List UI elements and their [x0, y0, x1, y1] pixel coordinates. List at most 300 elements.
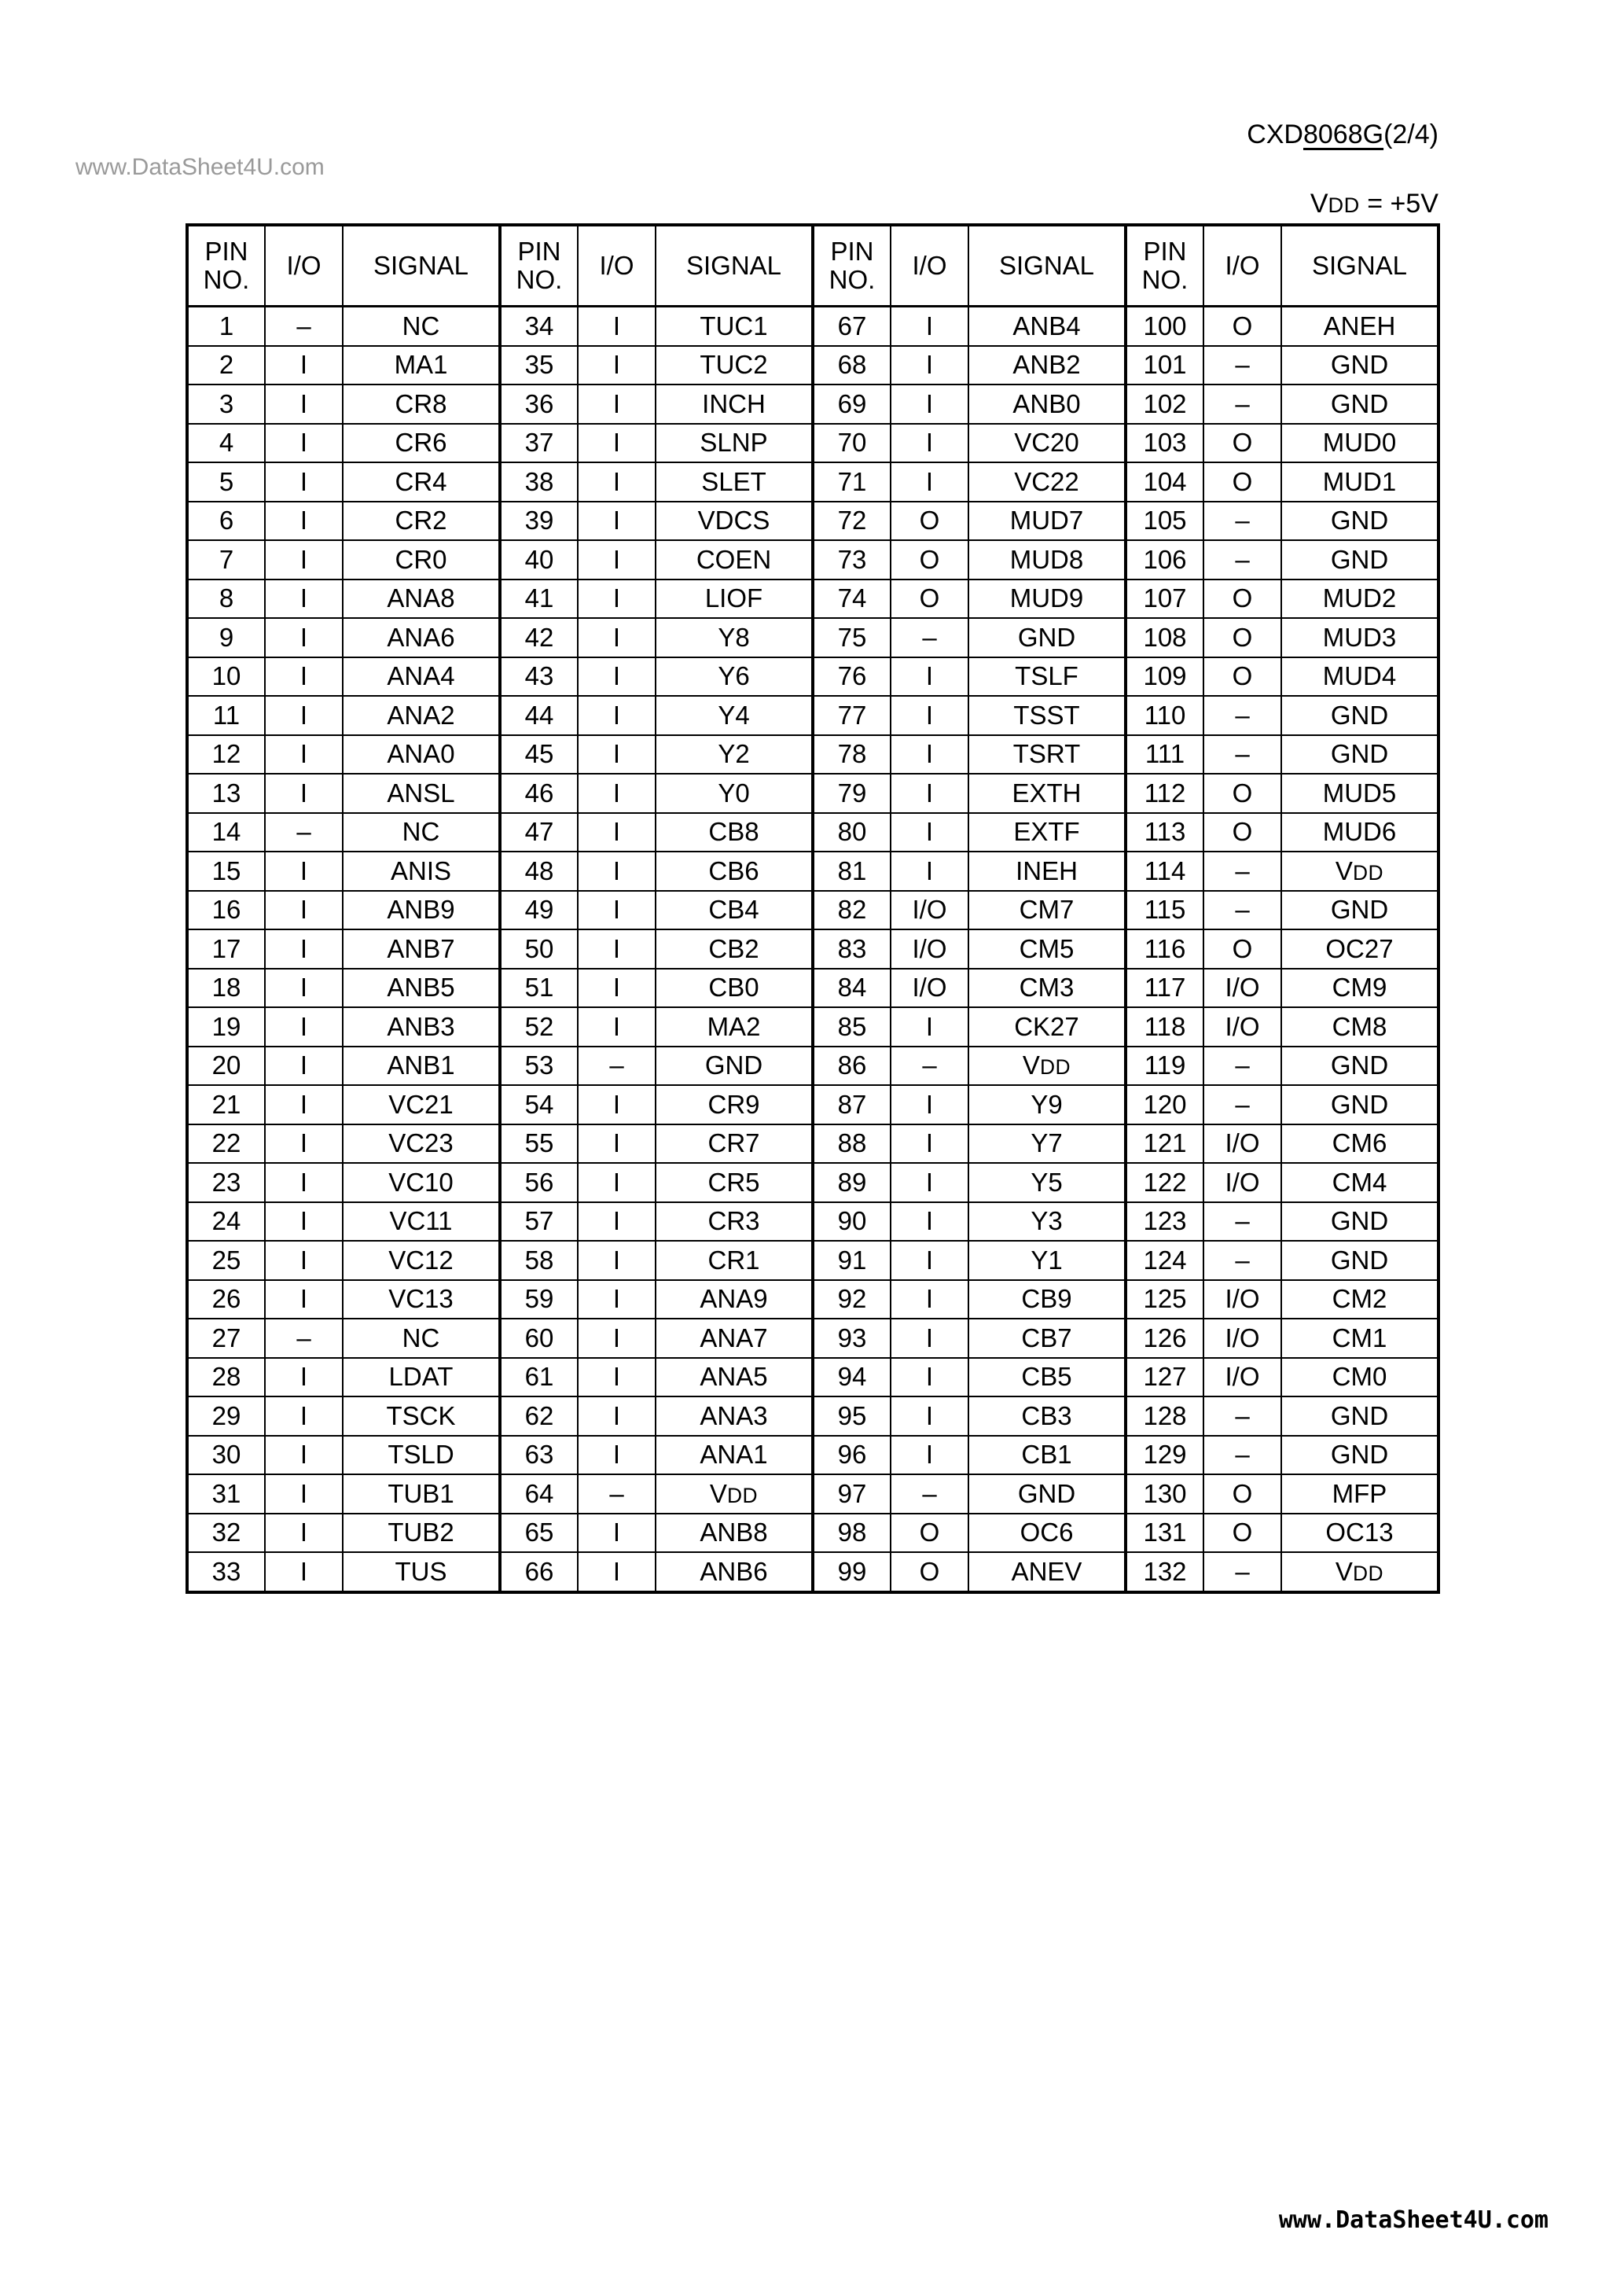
cell-io: – — [1203, 1202, 1281, 1242]
cell-io: I — [891, 1085, 968, 1124]
cell-pin-no: 62 — [500, 1396, 578, 1436]
header-pin-no: PIN NO. — [1126, 225, 1203, 307]
cell-io: I — [265, 540, 343, 580]
cell-signal: CR0 — [343, 540, 500, 580]
cell-signal: ANB4 — [968, 307, 1126, 346]
cell-pin-no: 124 — [1126, 1241, 1203, 1280]
cell-io: I — [891, 1202, 968, 1242]
cell-signal: TSRT — [968, 735, 1126, 775]
table-row — [187, 813, 1438, 852]
cell-signal: ANA8 — [343, 580, 500, 619]
cell-io: I — [891, 424, 968, 463]
cell-io: – — [265, 813, 343, 852]
cell-pin-no: 43 — [500, 657, 578, 697]
cell-pin-no: 7 — [187, 540, 265, 580]
cell-pin-no: 11 — [187, 696, 265, 735]
cell-io: I — [578, 774, 656, 813]
table-row — [187, 1436, 1438, 1475]
cell-signal: GND — [968, 1474, 1126, 1514]
cell-signal: MUD4 — [1281, 657, 1438, 697]
cell-io: I — [578, 1085, 656, 1124]
cell-pin-no: 107 — [1126, 580, 1203, 619]
cell-io: I/O — [1203, 1280, 1281, 1319]
cell-io: I — [265, 1280, 343, 1319]
header-io: I/O — [891, 225, 968, 307]
cell-signal: CR1 — [656, 1241, 813, 1280]
cell-io: I — [578, 1280, 656, 1319]
cell-io: I — [891, 774, 968, 813]
cell-io: I — [578, 1163, 656, 1202]
cell-pin-no: 121 — [1126, 1124, 1203, 1164]
cell-signal: ANA2 — [343, 696, 500, 735]
cell-io: I — [578, 852, 656, 891]
cell-signal: TSST — [968, 696, 1126, 735]
cell-signal: GND — [1281, 1436, 1438, 1475]
cell-io: I — [578, 1124, 656, 1164]
cell-io: I — [265, 1007, 343, 1047]
cell-signal: MUD6 — [1281, 813, 1438, 852]
cell-pin-no: 32 — [187, 1514, 265, 1553]
cell-io: I — [578, 1552, 656, 1592]
cell-signal: MUD3 — [1281, 618, 1438, 657]
cell-pin-no: 128 — [1126, 1396, 1203, 1436]
cell-pin-no: 117 — [1126, 969, 1203, 1008]
cell-pin-no: 65 — [500, 1514, 578, 1553]
cell-pin-no: 56 — [500, 1163, 578, 1202]
cell-signal: GND — [1281, 1396, 1438, 1436]
cell-signal: Y2 — [656, 735, 813, 775]
table-row — [187, 1007, 1438, 1047]
cell-signal: CM8 — [1281, 1007, 1438, 1047]
table-row — [187, 929, 1438, 969]
table-row — [187, 696, 1438, 735]
cell-pin-no: 27 — [187, 1319, 265, 1358]
cell-io: – — [1203, 735, 1281, 775]
cell-io: I — [578, 657, 656, 697]
table-row — [187, 1280, 1438, 1319]
cell-pin-no: 24 — [187, 1202, 265, 1242]
cell-io: I — [578, 696, 656, 735]
cell-signal: CB2 — [656, 929, 813, 969]
cell-io: – — [1203, 502, 1281, 541]
cell-io: O — [1203, 774, 1281, 813]
cell-io: I/O — [1203, 1358, 1281, 1397]
cell-pin-no: 123 — [1126, 1202, 1203, 1242]
cell-signal: ANB9 — [343, 891, 500, 930]
cell-signal: VDD — [1281, 852, 1438, 891]
cell-pin-no: 12 — [187, 735, 265, 775]
cell-signal: TUB1 — [343, 1474, 500, 1514]
cell-signal: GND — [1281, 696, 1438, 735]
cell-signal: ANEH — [1281, 307, 1438, 346]
cell-signal: CR3 — [656, 1202, 813, 1242]
cell-pin-no: 40 — [500, 540, 578, 580]
cell-io: I — [578, 1436, 656, 1475]
cell-io: – — [578, 1047, 656, 1086]
cell-pin-no: 110 — [1126, 696, 1203, 735]
cell-io: O — [891, 1514, 968, 1553]
cell-pin-no: 61 — [500, 1358, 578, 1397]
cell-signal: OC27 — [1281, 929, 1438, 969]
cell-signal: Y4 — [656, 696, 813, 735]
cell-pin-no: 81 — [813, 852, 891, 891]
watermark-bottom: www.DataSheet4U.com — [1278, 2206, 1549, 2234]
cell-io: O — [891, 1552, 968, 1592]
cell-pin-no: 126 — [1126, 1319, 1203, 1358]
cell-io: I — [578, 1241, 656, 1280]
cell-io: O — [1203, 307, 1281, 346]
cell-pin-no: 79 — [813, 774, 891, 813]
cell-io: I — [578, 462, 656, 502]
cell-pin-no: 30 — [187, 1436, 265, 1475]
table-row — [187, 502, 1438, 541]
cell-pin-no: 45 — [500, 735, 578, 775]
cell-signal: CB7 — [968, 1319, 1126, 1358]
cell-pin-no: 41 — [500, 580, 578, 619]
cell-pin-no: 89 — [813, 1163, 891, 1202]
cell-signal: ANB5 — [343, 969, 500, 1008]
cell-signal: ANB1 — [343, 1047, 500, 1086]
cell-io: I — [578, 1007, 656, 1047]
cell-signal: EXTH — [968, 774, 1126, 813]
supply-voltage-note — [1310, 189, 1438, 219]
cell-signal: NC — [343, 813, 500, 852]
cell-signal: INEH — [968, 852, 1126, 891]
cell-io: – — [1203, 891, 1281, 930]
cell-pin-no: 34 — [500, 307, 578, 346]
cell-io: I — [578, 813, 656, 852]
cell-signal: CB8 — [656, 813, 813, 852]
cell-io: I — [578, 502, 656, 541]
cell-signal: VC13 — [343, 1280, 500, 1319]
table-row — [187, 307, 1438, 346]
cell-io: – — [1203, 540, 1281, 580]
cell-io: I — [891, 462, 968, 502]
cell-signal: ANB6 — [656, 1552, 813, 1592]
cell-pin-no: 29 — [187, 1396, 265, 1436]
cell-pin-no: 69 — [813, 385, 891, 424]
cell-pin-no: 23 — [187, 1163, 265, 1202]
cell-signal: GND — [1281, 346, 1438, 385]
cell-io: I — [265, 774, 343, 813]
cell-signal: TUC1 — [656, 307, 813, 346]
cell-pin-no: 18 — [187, 969, 265, 1008]
cell-io: I — [265, 502, 343, 541]
cell-io: I — [265, 735, 343, 775]
cell-signal: ANA5 — [656, 1358, 813, 1397]
cell-signal: COEN — [656, 540, 813, 580]
table-row — [187, 891, 1438, 930]
cell-pin-no: 19 — [187, 1007, 265, 1047]
cell-io: I — [265, 1552, 343, 1592]
cell-signal: TSCK — [343, 1396, 500, 1436]
cell-signal: INCH — [656, 385, 813, 424]
cell-signal: MUD9 — [968, 580, 1126, 619]
cell-signal: ANA6 — [343, 618, 500, 657]
cell-signal: GND — [656, 1047, 813, 1086]
table-row — [187, 1047, 1438, 1086]
cell-pin-no: 118 — [1126, 1007, 1203, 1047]
cell-io: I — [265, 385, 343, 424]
cell-io: – — [1203, 346, 1281, 385]
cell-signal: Y5 — [968, 1163, 1126, 1202]
cell-pin-no: 55 — [500, 1124, 578, 1164]
cell-pin-no: 94 — [813, 1358, 891, 1397]
cell-pin-no: 20 — [187, 1047, 265, 1086]
cell-pin-no: 5 — [187, 462, 265, 502]
cell-signal: CM0 — [1281, 1358, 1438, 1397]
cell-io: I — [578, 385, 656, 424]
header-io: I/O — [578, 225, 656, 307]
cell-signal: CK27 — [968, 1007, 1126, 1047]
cell-pin-no: 112 — [1126, 774, 1203, 813]
table-row — [187, 1396, 1438, 1436]
cell-pin-no: 47 — [500, 813, 578, 852]
cell-signal: ANB7 — [343, 929, 500, 969]
cell-pin-no: 96 — [813, 1436, 891, 1475]
cell-pin-no: 70 — [813, 424, 891, 463]
cell-pin-no: 92 — [813, 1280, 891, 1319]
cell-signal: VC21 — [343, 1085, 500, 1124]
cell-pin-no: 44 — [500, 696, 578, 735]
cell-signal: CB1 — [968, 1436, 1126, 1475]
cell-io: I — [265, 462, 343, 502]
cell-signal: CM4 — [1281, 1163, 1438, 1202]
cell-signal: CB4 — [656, 891, 813, 930]
cell-io: I/O — [1203, 1007, 1281, 1047]
cell-signal: ANA4 — [343, 657, 500, 697]
cell-signal: SLET — [656, 462, 813, 502]
cell-signal: CB9 — [968, 1280, 1126, 1319]
cell-pin-no: 97 — [813, 1474, 891, 1514]
cell-signal: MUD8 — [968, 540, 1126, 580]
cell-pin-no: 72 — [813, 502, 891, 541]
table-row — [187, 1163, 1438, 1202]
cell-pin-no: 49 — [500, 891, 578, 930]
cell-pin-no: 53 — [500, 1047, 578, 1086]
cell-io: I — [265, 1396, 343, 1436]
cell-pin-no: 66 — [500, 1552, 578, 1592]
cell-io: – — [891, 1047, 968, 1086]
cell-pin-no: 93 — [813, 1319, 891, 1358]
cell-pin-no: 83 — [813, 929, 891, 969]
cell-io: I — [891, 1436, 968, 1475]
cell-pin-no: 103 — [1126, 424, 1203, 463]
cell-io: I/O — [891, 929, 968, 969]
table-row — [187, 1552, 1438, 1592]
vdd-sub: DD — [1328, 193, 1360, 217]
cell-io: I — [265, 891, 343, 930]
cell-signal: CR2 — [343, 502, 500, 541]
cell-signal: ANB0 — [968, 385, 1126, 424]
cell-pin-no: 9 — [187, 618, 265, 657]
cell-pin-no: 95 — [813, 1396, 891, 1436]
header-io: I/O — [265, 225, 343, 307]
cell-signal: VDD — [968, 1047, 1126, 1086]
cell-pin-no: 73 — [813, 540, 891, 580]
cell-io: – — [1203, 852, 1281, 891]
cell-pin-no: 106 — [1126, 540, 1203, 580]
cell-signal: MUD5 — [1281, 774, 1438, 813]
document-id — [1247, 120, 1438, 150]
cell-io: I — [265, 852, 343, 891]
cell-io: – — [1203, 1436, 1281, 1475]
cell-io: – — [891, 618, 968, 657]
cell-io: I — [891, 1396, 968, 1436]
cell-signal: CB5 — [968, 1358, 1126, 1397]
cell-pin-no: 26 — [187, 1280, 265, 1319]
cell-io: I — [578, 1514, 656, 1553]
cell-io: I — [578, 307, 656, 346]
cell-io: – — [265, 1319, 343, 1358]
cell-io: I — [891, 1241, 968, 1280]
header-signal: SIGNAL — [1281, 225, 1438, 307]
cell-pin-no: 88 — [813, 1124, 891, 1164]
cell-pin-no: 46 — [500, 774, 578, 813]
cell-pin-no: 48 — [500, 852, 578, 891]
cell-signal: CM5 — [968, 929, 1126, 969]
cell-io: O — [1203, 424, 1281, 463]
cell-pin-no: 74 — [813, 580, 891, 619]
cell-io: I — [265, 969, 343, 1008]
cell-signal: MUD0 — [1281, 424, 1438, 463]
cell-signal: TSLF — [968, 657, 1126, 697]
cell-io: O — [1203, 929, 1281, 969]
cell-pin-no: 6 — [187, 502, 265, 541]
cell-pin-no: 54 — [500, 1085, 578, 1124]
cell-pin-no: 119 — [1126, 1047, 1203, 1086]
cell-io: I — [891, 852, 968, 891]
cell-io: I — [891, 1163, 968, 1202]
cell-pin-no: 132 — [1126, 1552, 1203, 1592]
cell-io: – — [265, 307, 343, 346]
cell-io: I — [578, 969, 656, 1008]
cell-io: I — [265, 1124, 343, 1164]
cell-signal: ANB8 — [656, 1514, 813, 1553]
cell-io: I/O — [1203, 969, 1281, 1008]
table-row — [187, 462, 1438, 502]
cell-pin-no: 114 — [1126, 852, 1203, 891]
cell-signal: GND — [1281, 502, 1438, 541]
cell-signal: VDD — [1281, 1552, 1438, 1592]
cell-io: O — [1203, 1514, 1281, 1553]
cell-io: I — [265, 1474, 343, 1514]
cell-signal: GND — [968, 618, 1126, 657]
cell-io: – — [1203, 1396, 1281, 1436]
cell-io: I/O — [1203, 1163, 1281, 1202]
cell-io: I — [891, 307, 968, 346]
cell-signal: CR8 — [343, 385, 500, 424]
table-row — [187, 1124, 1438, 1164]
cell-signal: VC11 — [343, 1202, 500, 1242]
header-signal: SIGNAL — [343, 225, 500, 307]
cell-signal: EXTF — [968, 813, 1126, 852]
cell-signal: CM6 — [1281, 1124, 1438, 1164]
cell-signal: ANA9 — [656, 1280, 813, 1319]
cell-io: O — [1203, 657, 1281, 697]
cell-pin-no: 16 — [187, 891, 265, 930]
cell-signal: SLNP — [656, 424, 813, 463]
doc-id-number: 8068G — [1303, 120, 1384, 149]
cell-signal: TUC2 — [656, 346, 813, 385]
cell-io: I — [265, 1047, 343, 1086]
header-signal: SIGNAL — [968, 225, 1126, 307]
cell-io: I — [265, 618, 343, 657]
cell-io: I — [265, 696, 343, 735]
cell-pin-no: 51 — [500, 969, 578, 1008]
cell-pin-no: 50 — [500, 929, 578, 969]
cell-signal: CR7 — [656, 1124, 813, 1164]
cell-pin-no: 10 — [187, 657, 265, 697]
cell-io: I — [891, 735, 968, 775]
cell-pin-no: 1 — [187, 307, 265, 346]
cell-io: I — [891, 657, 968, 697]
cell-pin-no: 125 — [1126, 1280, 1203, 1319]
cell-io: I — [891, 813, 968, 852]
cell-signal: CM7 — [968, 891, 1126, 930]
table-row — [187, 774, 1438, 813]
cell-signal: VC22 — [968, 462, 1126, 502]
cell-signal: VC10 — [343, 1163, 500, 1202]
cell-pin-no: 77 — [813, 696, 891, 735]
cell-pin-no: 2 — [187, 346, 265, 385]
cell-io: I — [578, 424, 656, 463]
cell-io: I — [578, 580, 656, 619]
cell-pin-no: 4 — [187, 424, 265, 463]
cell-signal: MFP — [1281, 1474, 1438, 1514]
cell-io: I — [891, 696, 968, 735]
cell-pin-no: 84 — [813, 969, 891, 1008]
cell-io: I — [578, 618, 656, 657]
table-row — [187, 1241, 1438, 1280]
cell-signal: VC12 — [343, 1241, 500, 1280]
cell-pin-no: 33 — [187, 1552, 265, 1592]
cell-signal: MA2 — [656, 1007, 813, 1047]
cell-io: I — [578, 929, 656, 969]
cell-pin-no: 129 — [1126, 1436, 1203, 1475]
cell-io: – — [578, 1474, 656, 1514]
cell-pin-no: 22 — [187, 1124, 265, 1164]
cell-pin-no: 100 — [1126, 307, 1203, 346]
cell-pin-no: 82 — [813, 891, 891, 930]
cell-signal: Y8 — [656, 618, 813, 657]
cell-io: I — [891, 385, 968, 424]
cell-pin-no: 109 — [1126, 657, 1203, 697]
header-pin-no: PIN NO. — [813, 225, 891, 307]
cell-io: I — [265, 1202, 343, 1242]
cell-signal: ANA7 — [656, 1319, 813, 1358]
cell-signal: MUD2 — [1281, 580, 1438, 619]
cell-signal: CM1 — [1281, 1319, 1438, 1358]
cell-io: I — [891, 346, 968, 385]
cell-signal: CB3 — [968, 1396, 1126, 1436]
cell-pin-no: 127 — [1126, 1358, 1203, 1397]
cell-io: O — [1203, 462, 1281, 502]
cell-pin-no: 63 — [500, 1436, 578, 1475]
cell-io: I — [265, 580, 343, 619]
cell-signal: ANSL — [343, 774, 500, 813]
cell-signal: CM9 — [1281, 969, 1438, 1008]
cell-pin-no: 39 — [500, 502, 578, 541]
cell-pin-no: 115 — [1126, 891, 1203, 930]
cell-pin-no: 108 — [1126, 618, 1203, 657]
cell-io: – — [1203, 1552, 1281, 1592]
table-row — [187, 1514, 1438, 1553]
cell-signal: CR9 — [656, 1085, 813, 1124]
table-row — [187, 969, 1438, 1008]
cell-pin-no: 90 — [813, 1202, 891, 1242]
table-body — [187, 307, 1438, 1592]
